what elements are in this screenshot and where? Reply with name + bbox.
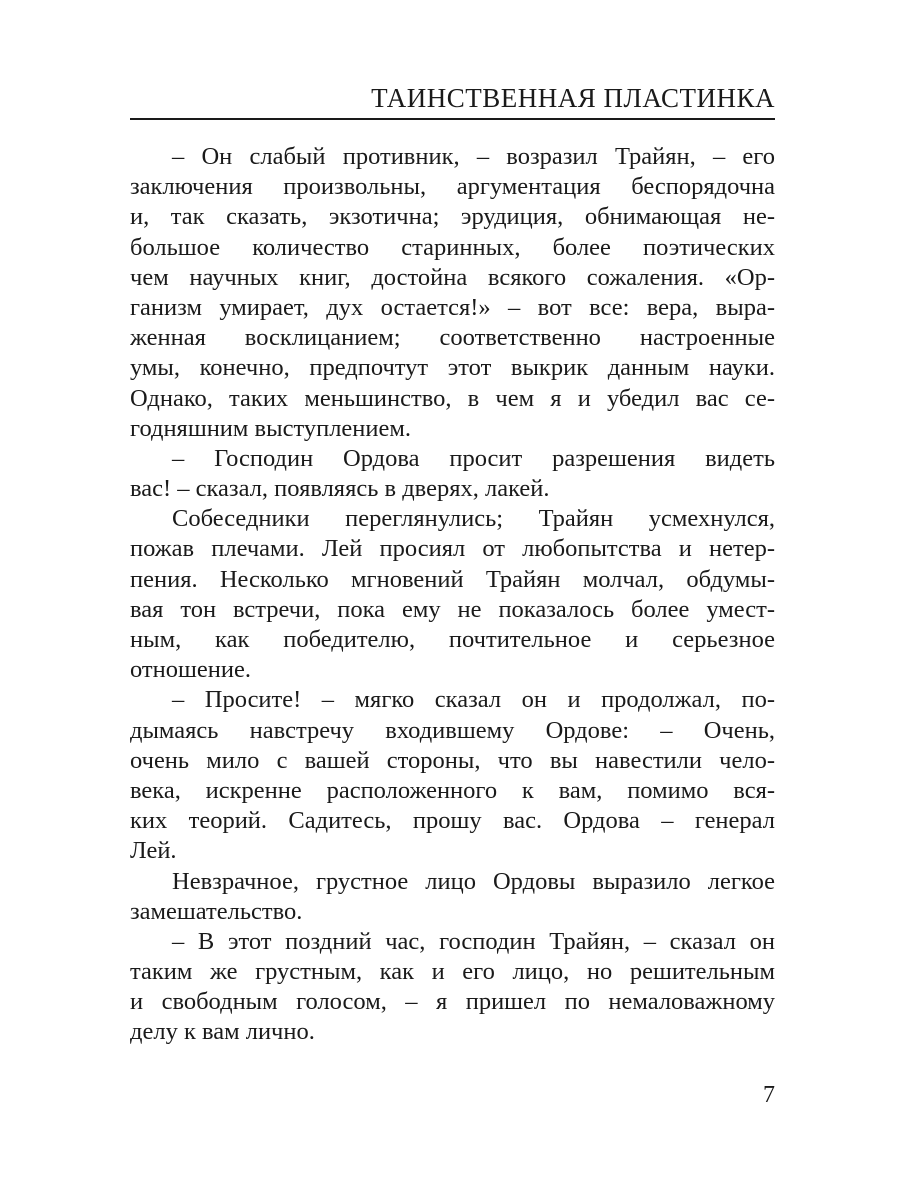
text-line: дымаясь навстречу входившему Ордове: – Очень,: [130, 716, 775, 744]
text-line: Невзрачное, грустное лицо Ордовы выразило легкое: [172, 867, 775, 895]
text-line: – Он слабый противник, – возразил Трайян, – его: [172, 143, 775, 170]
text-line: и свободным голосом, – я пришел по немаловажному: [130, 988, 775, 1016]
text-line: отношение.: [130, 656, 251, 684]
text-line: пожав плечами. Лей просиял от любопытства и нетер-: [130, 535, 775, 563]
text-line: века, искренне расположенного к вам, помимо вся-: [130, 776, 775, 804]
text-line: умы, конечно, предпочтут этот выкрик данным науки.: [130, 354, 775, 382]
text-line: замешательство.: [130, 897, 303, 925]
text-line: Однако, таких меньшинство, в чем я и убедил вас се-: [130, 384, 775, 412]
text-line: делу к вам лично.: [130, 1018, 315, 1046]
text-line: женная восклицанием; соответственно настроенные: [130, 324, 775, 352]
text-line: очень мило с вашей стороны, что вы навестили чело-: [130, 746, 775, 774]
text-line: – В этот поздний час, господин Трайян, – сказал он: [172, 927, 775, 955]
text-line: – Господин Ордова просит разрешения видеть: [172, 444, 775, 472]
text-line: Собеседники переглянулись; Трайян усмехнулся,: [172, 505, 775, 533]
text-line: ких теорий. Садитесь, прошу вас. Ордова – генерал: [130, 807, 775, 835]
header-rule: [130, 118, 775, 120]
text-line: годняшним выступлением.: [130, 414, 412, 442]
page-number: 7: [763, 1082, 775, 1108]
text-line: таким же грустным, как и его лицо, но решительным: [130, 958, 775, 986]
text-line: пения. Несколько мгновений Трайян молчал, обдумы-: [130, 565, 775, 593]
text-line: заключения произвольны, аргументация беспорядочна: [130, 173, 775, 201]
text-line: вас! – сказал, появляясь в дверях, лакей.: [130, 475, 550, 503]
text-line: Лей.: [130, 837, 177, 865]
text-line: вая тон встречи, пока ему не показалось более умест-: [130, 595, 775, 623]
text-line: – Просите! – мягко сказал он и продолжал, по-: [172, 686, 775, 714]
text-line: ганизм умирает, дух остается!» – вот все: вера, выра-: [130, 293, 775, 321]
text-line: чем научных книг, достойна всякого сожаления. «Ор-: [130, 263, 775, 291]
body-text: [130, 142, 775, 1048]
text-line: и, так сказать, экзотична; эрудиция, обнимающая не-: [130, 203, 775, 231]
text-line: большое количество старинных, более поэтических: [130, 233, 775, 261]
text-line: ным, как победителю, почтительное и серьезное: [130, 626, 775, 653]
running-title: ТАИНСТВЕННАЯ ПЛАСТИНКА: [371, 83, 775, 113]
